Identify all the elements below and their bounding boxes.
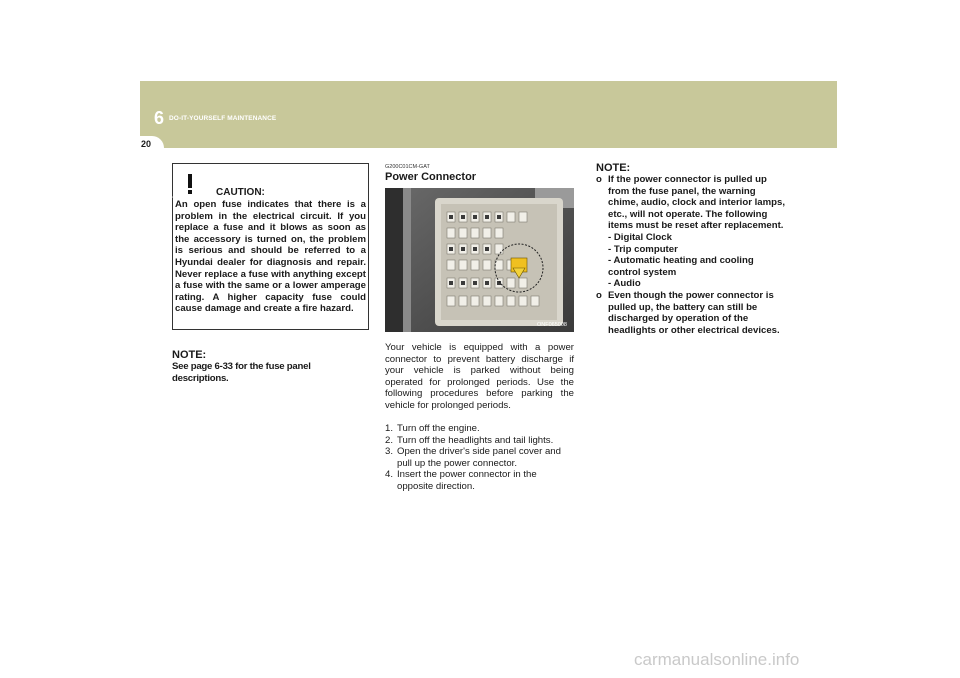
caution-title: CAUTION: (216, 187, 265, 198)
note-body-left: See page 6-33 for the fuse panel descriptions. (172, 361, 311, 384)
note-item-intro: If the power connector is pulled up from the fuse panel, the warning chime, audio, clock and interior lamps, etc., will not operate. The following items must be reset after replacement. (608, 174, 785, 232)
step-number: 2. (385, 434, 394, 446)
step-number: 1. (385, 423, 394, 434)
bullet-mark: o (596, 174, 602, 185)
step-text: Turn off the engine. (397, 423, 480, 434)
list-item (385, 469, 574, 492)
section-title: Power Connector (385, 171, 477, 183)
reset-item: - Trip computer (608, 243, 678, 255)
step-text: Insert the power connector in the opposite direction. (397, 469, 537, 492)
caution-body: An open fuse indicates that there is a problem in the electrical circuit. If you replace a fuse and it blows as soon as the accessory is turned on, the problem is serious and should be referred to a Hyundai dealer for diagnosis and repair. Never replace a fuse with anything except a fuse with the same or a lower amperage rating. A higher capacity fuse could cause damage and create a fire hazard. (175, 199, 366, 315)
note-item-text: Even though the power connector is pulled up, the battery can still be discharged by operation of the headlights or other electrical devices. (608, 289, 780, 336)
warning-icon (172, 168, 208, 198)
reset-item: - Digital Clock (608, 231, 672, 243)
watermark: carmanualsonline.info (634, 650, 800, 669)
section-body: Your vehicle is equipped with a power connector to prevent battery discharge if your vehicle is parked without being operated for prolonged periods. Use the following procedures before parking the vehicle for prolonged periods. (385, 342, 574, 411)
list-item (385, 446, 574, 469)
note-title-right: NOTE: (596, 162, 631, 174)
list-item (385, 435, 574, 447)
reset-item: - Automatic heating and cooling control system (608, 255, 754, 278)
chapter-number: 6 (154, 108, 165, 128)
step-number: 3. (385, 446, 394, 458)
reset-item: - Audio (608, 278, 641, 290)
step-number: 4. (385, 469, 394, 481)
list-item (385, 423, 574, 435)
image-code: ONF065008 (537, 322, 567, 328)
fuse-panel-illustration (385, 188, 574, 332)
bullet-mark: o (596, 289, 602, 301)
chapter-title: DO-IT-YOURSELF MAINTENANCE (169, 115, 277, 122)
section-code: G200C01CM-GAT (385, 164, 430, 170)
steps-list (385, 423, 574, 493)
list-item (596, 174, 785, 290)
step-text: Turn off the headlights and tail lights. (397, 434, 554, 446)
step-text: Open the driver's side panel cover and pull up the power connector. (397, 446, 561, 469)
list-item (596, 290, 785, 336)
note-body-right (596, 174, 785, 336)
fuse-panel-photo (385, 188, 574, 332)
page-number: 20 (141, 139, 152, 149)
note-title-left: NOTE: (172, 349, 207, 361)
